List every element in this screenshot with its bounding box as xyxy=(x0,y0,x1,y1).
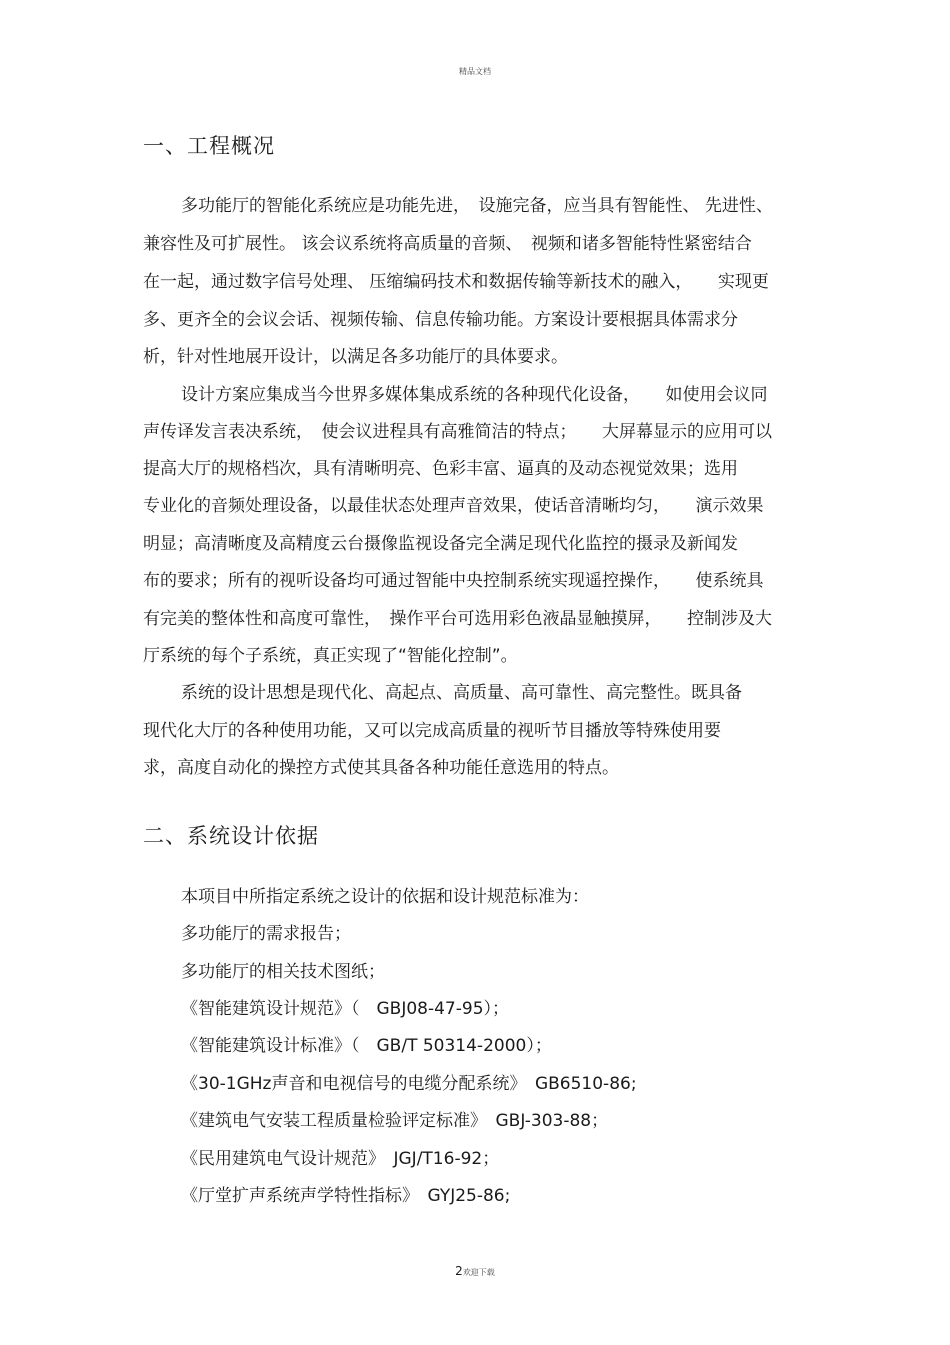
paragraph-line: 专业化的音频处理设备，以最佳状态处理声音效果，使话音清晰均匀， 演示效果 xyxy=(143,496,764,516)
paragraph-line: 提高大厅的规格档次，具有清晰明亮、色彩丰富、逼真的及动态视觉效果；选用 xyxy=(143,459,738,479)
reference-line: 《智能建筑设计标准》（ GB/T 50314-2000）； xyxy=(181,1036,552,1056)
paragraph-line: 兼容性及可扩展性。 该会议系统将高质量的音频、 视频和诸多智能特性紧密结合 xyxy=(143,234,752,254)
section-2-title: 二、系统设计依据 xyxy=(143,824,319,848)
reference-line: 多功能厅的需求报告； xyxy=(181,924,351,944)
paragraph-line: 现代化大厅的各种使用功能，又可以完成高质量的视听节目播放等特殊使用要 xyxy=(143,721,721,741)
reference-line: 《建筑电气安装工程质量检验评定标准》 GBJ-303-88； xyxy=(181,1111,609,1131)
paragraph-line: 明显；高清晰度及高精度云台摄像监视设备完全满足现代化监控的摄录及新闻发 xyxy=(143,534,738,554)
header-note: 精品文档 xyxy=(459,67,491,76)
reference-line: 《厅堂扩声系统声学特性指标》 GYJ25-86; xyxy=(181,1186,511,1206)
reference-line: 《30-1GHz声音和电视信号的电缆分配系统》 GB6510-86; xyxy=(181,1074,637,1094)
section-1-title: 一、工程概况 xyxy=(143,134,275,158)
page-number: 2 xyxy=(455,1264,463,1278)
paragraph-line: 布的要求；所有的视听设备均可通过智能中央控制系统实现遥控操作， 使系统具 xyxy=(143,571,764,591)
paragraph-line: 声传译发言表决系统， 使会议进程具有高雅简洁的特点； 大屏幕显示的应用可以 xyxy=(143,422,772,442)
paragraph-line: 析，针对性地展开设计，以满足各多功能厅的具体要求。 xyxy=(143,347,568,367)
paragraph-line: 求，高度自动化的操控方式使其具备各种功能任意选用的特点。 xyxy=(143,758,619,778)
paragraph-line: 多功能厅的智能化系统应是功能先进， 设施完备，应当具有智能性、 先进性、 xyxy=(181,196,773,216)
reference-line: 多功能厅的相关技术图纸； xyxy=(181,962,385,982)
paragraph-line: 厅系统的每个子系统，真正实现了“智能化控制”。 xyxy=(143,646,518,666)
paragraph-line: 有完美的整体性和高度可靠性， 操作平台可选用彩色液晶显触摸屏， 控制涉及大 xyxy=(143,609,772,629)
paragraph-line: 系统的设计思想是现代化、高起点、高质量、高可靠性、高完整性。既具备 xyxy=(181,683,742,703)
reference-line: 《智能建筑设计规范》（ GBJ08-47-95）； xyxy=(181,999,510,1019)
reference-line: 本项目中所指定系统之设计的依据和设计规范标准为： xyxy=(181,887,589,907)
reference-line: 《民用建筑电气设计规范》 JGJ/T16-92； xyxy=(181,1149,500,1169)
paragraph-line: 设计方案应集成当今世界多媒体集成系统的各种现代化设备， 如使用会议同 xyxy=(181,385,768,405)
paragraph-line: 多、更齐全的会议会话、视频传输、信息传输功能。方案设计要根据具体需求分 xyxy=(143,310,738,330)
footer-note: 欢迎下载 xyxy=(462,1268,495,1277)
page-footer xyxy=(0,1260,950,1279)
paragraph-line: 在一起，通过数字信号处理、 压缩编码技术和数据传输等新技术的融入， 实现更 xyxy=(143,272,769,292)
